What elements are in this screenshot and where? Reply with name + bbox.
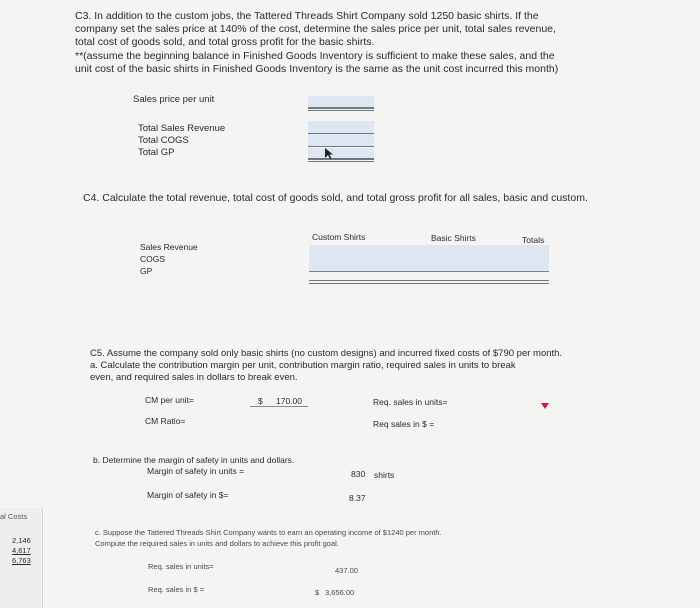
margin-units-label: Margin of safety in units = — [147, 466, 245, 476]
c-req-dollars-label: Req. sales in $ = — [148, 585, 205, 594]
c5-question-line: even, and required sales in dollars to break even. — [90, 372, 298, 383]
sidebar-value: 6,763 — [12, 556, 31, 565]
req-sales-dollars-label: Req sales in $ = — [373, 419, 435, 429]
c5-question-line: C5. Assume the company sold only basic shirts (no custom designs) and incurred fixed costs of $790 per month. — [90, 348, 563, 359]
cm-ratio-label: CM Ratio= — [145, 416, 186, 426]
margin-units-value: 830 — [351, 469, 366, 479]
c5c-question-line: Compute the required sales in units and dollars to achieve this profit goal. — [95, 539, 339, 548]
c3-question-line: company set the sales price at 140% of the cost, determine the sales price per unit, total sales revenue, — [75, 23, 556, 35]
col-header-custom: Custom Shirts — [312, 232, 366, 242]
c5c-question-line: c. Suppose the Tattered Threads Shirt Company wants to earn an operating income of $1240 per month. — [95, 528, 442, 537]
c3-question-line: total cost of goods sold, and total gross profit for the basic shirts. — [75, 36, 375, 48]
cm-per-unit-label: CM per unit= — [145, 395, 194, 405]
col-header-totals: Totals — [522, 235, 545, 245]
c4-data-cells[interactable] — [309, 245, 549, 272]
underline — [250, 406, 308, 407]
total-cogs-input[interactable] — [308, 134, 374, 147]
c4-question: C4. Calculate the total revenue, total cost of goods sold, and total gross profit for all sales, basic and custom. — [83, 192, 588, 204]
c5b-question: b. Determine the margin of safety in units and dollars. — [93, 455, 295, 465]
double-underline — [308, 158, 374, 162]
double-underline — [308, 107, 374, 111]
total-gp-label: Total GP — [138, 147, 175, 158]
margin-dollars-value: 8.37 — [349, 493, 366, 503]
c-req-units-label: Req. sales in units= — [148, 562, 214, 571]
req-sales-units-label: Req. sales in units= — [373, 397, 448, 407]
c3-question-line: **(assume the beginning balance in Finished Goods Inventory is sufficient to make these sales, and the — [75, 50, 555, 62]
c3-question-line: C3. In addition to the custom jobs, the Tattered Threads Shirt Company sold 1250 basic shirts. If the — [75, 10, 539, 22]
total-sales-revenue-input[interactable] — [308, 121, 374, 134]
cm-per-unit-currency: $ — [258, 396, 263, 406]
c-req-dollars-value: 3,656.00 — [325, 588, 355, 597]
cm-per-unit-value: 170.00 — [276, 396, 302, 406]
row-label-gp: GP — [140, 266, 153, 276]
margin-units-unit: shirts — [374, 470, 395, 480]
sidebar-label: al Costs — [0, 512, 28, 521]
c-req-dollars-currency: $ — [315, 588, 320, 597]
sales-price-label: Sales price per unit — [133, 94, 215, 105]
row-label-cogs: COGS — [140, 254, 166, 264]
c-req-units-value: 437.00 — [335, 566, 358, 575]
margin-dollars-label: Margin of safety in $= — [147, 490, 229, 500]
mouse-cursor-icon — [322, 147, 336, 161]
double-underline — [309, 280, 549, 284]
c5-question-line: a. Calculate the contribution margin per unit, contribution margin ratio, required sales in units to break — [90, 360, 516, 371]
total-sales-revenue-label: Total Sales Revenue — [138, 123, 226, 134]
col-header-basic: Basic Shirts — [431, 233, 476, 243]
c3-question-line: unit cost of the basic shirts in Finished Goods Inventory is the same as the unit cost incurred this month) — [75, 63, 559, 75]
row-label-sales-revenue: Sales Revenue — [140, 242, 198, 252]
dropdown-arrow-icon[interactable] — [540, 402, 550, 410]
sidebar-value: 4,617 — [12, 546, 31, 555]
sidebar-value: 2,146 — [12, 536, 31, 545]
total-cogs-label: Total COGS — [138, 135, 189, 146]
